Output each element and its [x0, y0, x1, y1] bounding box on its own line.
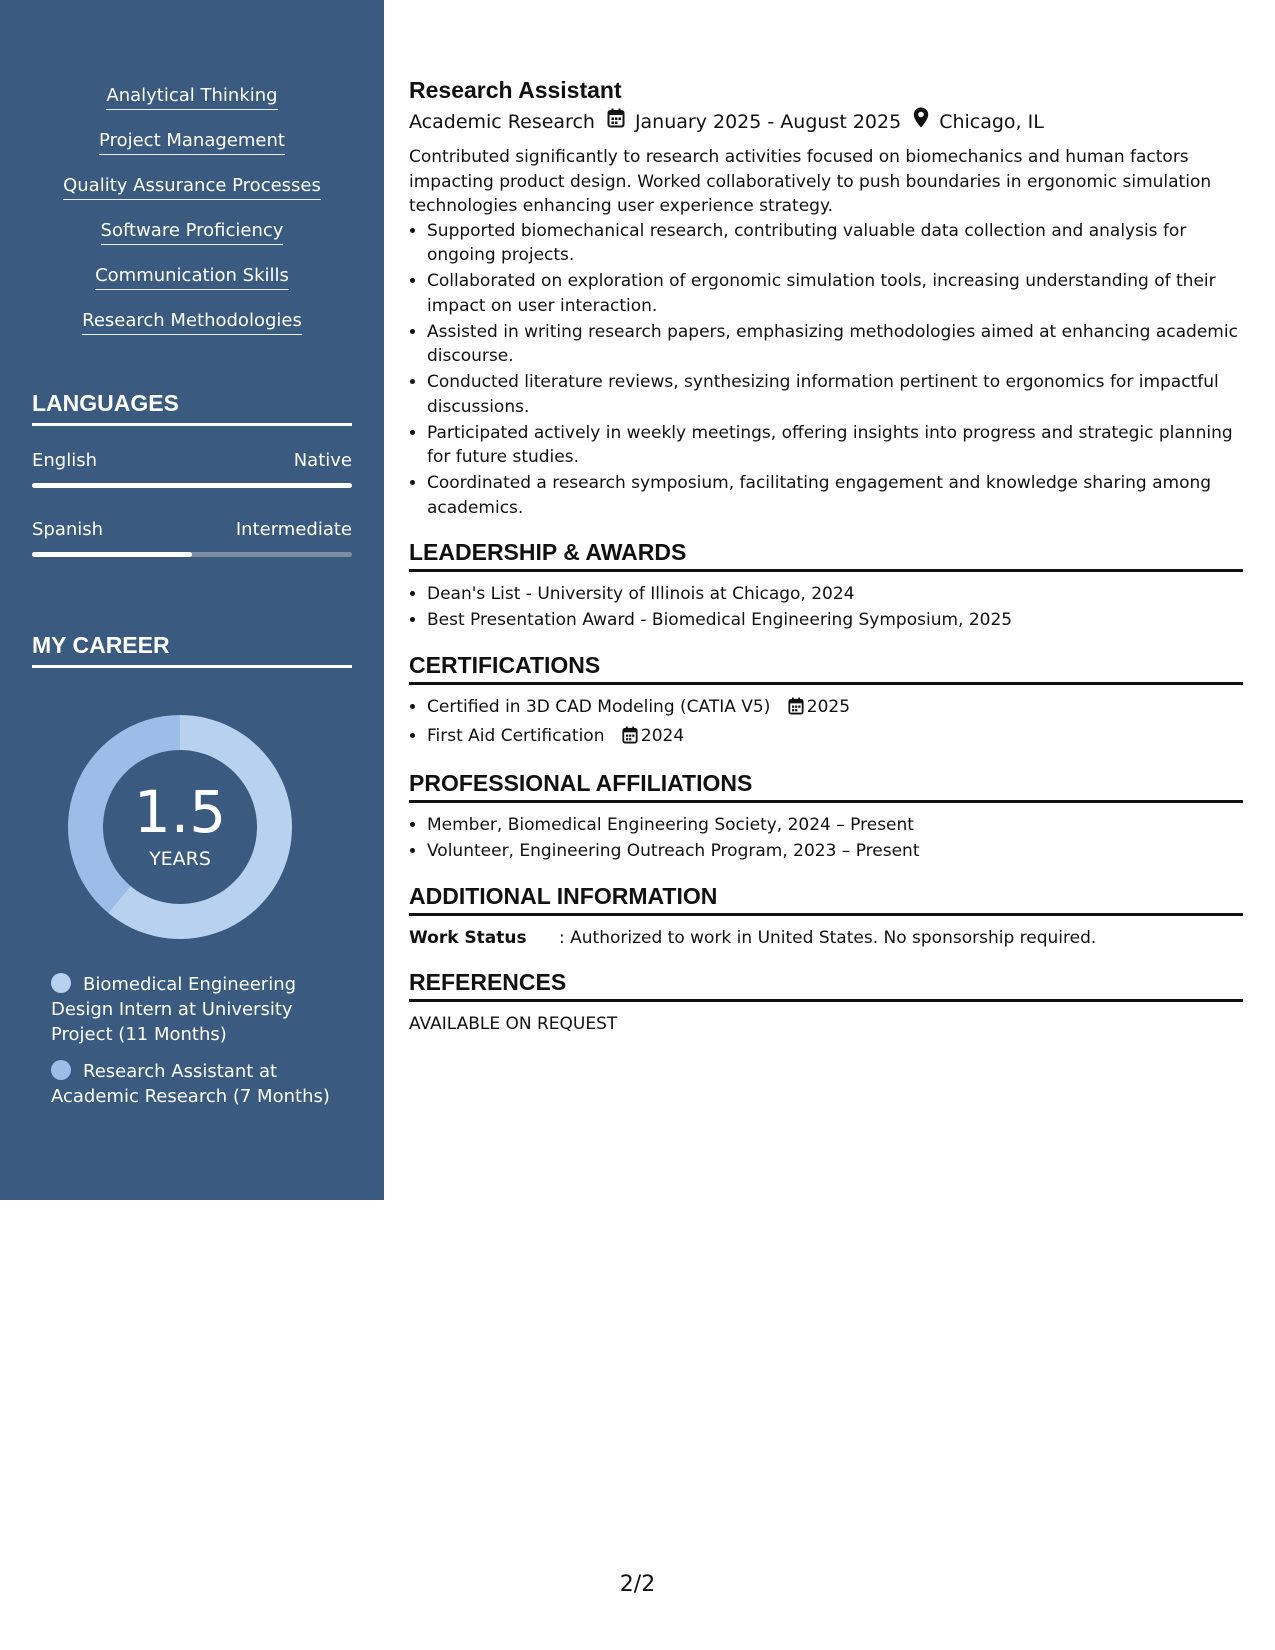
- skill-item: Project Management: [99, 130, 285, 155]
- language-name: Spanish: [32, 519, 104, 540]
- list-item: • Best Presentation Award - Biomedical Engineering Symposium, 2025: [427, 608, 1243, 633]
- certification-year: 2025: [806, 696, 851, 717]
- leadership-section: [409, 538, 1243, 633]
- language-level: Native: [293, 450, 352, 471]
- legend-dot: [51, 973, 71, 993]
- language-bar: [32, 483, 352, 488]
- certification-year: 2024: [640, 725, 685, 746]
- list-item: [427, 695, 1243, 723]
- skill-item: Analytical Thinking: [106, 85, 277, 110]
- skills-list: [0, 85, 384, 355]
- language-name: English: [32, 450, 97, 471]
- additional-info-section: [409, 882, 1243, 950]
- section-heading: CERTIFICATIONS: [409, 651, 1243, 685]
- career-legend: [51, 972, 341, 1121]
- language-spanish: [32, 519, 352, 557]
- legend-label: Biomedical Engineering Design Intern at University Project (11 Months): [51, 974, 297, 1045]
- languages-heading: LANGUAGES: [32, 390, 352, 426]
- list-item: • Coordinated a research symposium, facilitating engagement and knowledge sharing among academics.: [427, 471, 1243, 520]
- skill-item: Communication Skills: [95, 265, 289, 290]
- job-summary: Contributed significantly to research activities focused on biomechanics and human factors impacting product design. Worked collaboratively to push boundaries in ergonomic simulation technologies enhancing user experience strategy.: [409, 147, 1212, 216]
- language-level: Intermediate: [235, 519, 352, 540]
- legend-item: [51, 972, 341, 1047]
- sidebar: [0, 0, 384, 1200]
- list-item: • Collaborated on exploration of ergonomic simulation tools, increasing understanding of their impact on user interaction.: [427, 269, 1243, 318]
- certification-name: Certified in 3D CAD Modeling (CATIA V5): [427, 696, 771, 717]
- language-bar: [32, 552, 352, 557]
- skill-item: Software Proficiency: [101, 220, 284, 245]
- job-meta: [409, 107, 1243, 137]
- legend-dot: [51, 1060, 71, 1080]
- leadership-list: [427, 582, 1243, 633]
- job-dates: January 2025 - August 2025: [634, 111, 902, 133]
- skill-item: Research Methodologies: [82, 310, 302, 335]
- references-section: [409, 968, 1243, 1036]
- list-item: • Volunteer, Engineering Outreach Program, 2023 – Present: [427, 839, 1243, 864]
- list-item: • Participated actively in weekly meetings, offering insights into progress and strategic planning for future studies.: [427, 421, 1243, 470]
- list-item: • Assisted in writing research papers, emphasizing methodologies aimed at enhancing academic discourse.: [427, 320, 1243, 369]
- experience-entry: [409, 75, 1243, 520]
- list-item: • Member, Biomedical Engineering Society, 2024 – Present: [427, 813, 1243, 838]
- list-item: • Conducted literature reviews, synthesizing information pertinent to ergonomics for impactful discussions.: [427, 370, 1243, 419]
- job-bullets: [427, 219, 1243, 521]
- calendar-icon: [607, 107, 625, 137]
- work-status-label: Work Status: [409, 927, 527, 948]
- list-item: • Dean's List - University of Illinois at Chicago, 2024: [427, 582, 1243, 607]
- section-heading: LEADERSHIP & AWARDS: [409, 538, 1243, 572]
- section-heading: REFERENCES: [409, 968, 1243, 1002]
- section-heading: PROFESSIONAL AFFILIATIONS: [409, 769, 1243, 803]
- job-title: Research Assistant: [409, 77, 622, 103]
- career-years-label: YEARS: [149, 848, 211, 870]
- list-item: • Supported biomechanical research, contributing valuable data collection and analysis for ongoing projects.: [427, 219, 1243, 268]
- calendar-icon: [788, 697, 804, 723]
- legend-item: [51, 1059, 341, 1109]
- skill-item: Quality Assurance Processes: [63, 175, 321, 200]
- list-item: [427, 724, 1243, 752]
- affiliations-section: [409, 769, 1243, 864]
- language-bar-fill: [32, 483, 352, 488]
- location-pin-icon: [913, 107, 929, 137]
- career-heading: MY CAREER: [32, 632, 352, 668]
- references-text: AVAILABLE ON REQUEST: [409, 1013, 618, 1034]
- certifications-list: [427, 695, 1243, 752]
- work-status-row: [409, 926, 1243, 950]
- main-content: [409, 75, 1243, 1036]
- language-bar-fill: [32, 552, 192, 557]
- career-years-value: 1.5: [133, 778, 227, 846]
- affiliations-list: [427, 813, 1243, 864]
- job-location: Chicago, IL: [939, 111, 1044, 133]
- calendar-icon: [622, 726, 638, 752]
- language-english: [32, 450, 352, 488]
- legend-label: Research Assistant at Academic Research (7 Months): [51, 1061, 330, 1107]
- job-company: Academic Research: [409, 111, 595, 133]
- page-number: 2/2: [619, 1572, 656, 1597]
- certifications-section: [409, 651, 1243, 752]
- section-heading: ADDITIONAL INFORMATION: [409, 882, 1243, 916]
- certification-name: First Aid Certification: [427, 725, 605, 746]
- work-status-value: : Authorized to work in United States. No sponsorship required.: [559, 927, 1097, 948]
